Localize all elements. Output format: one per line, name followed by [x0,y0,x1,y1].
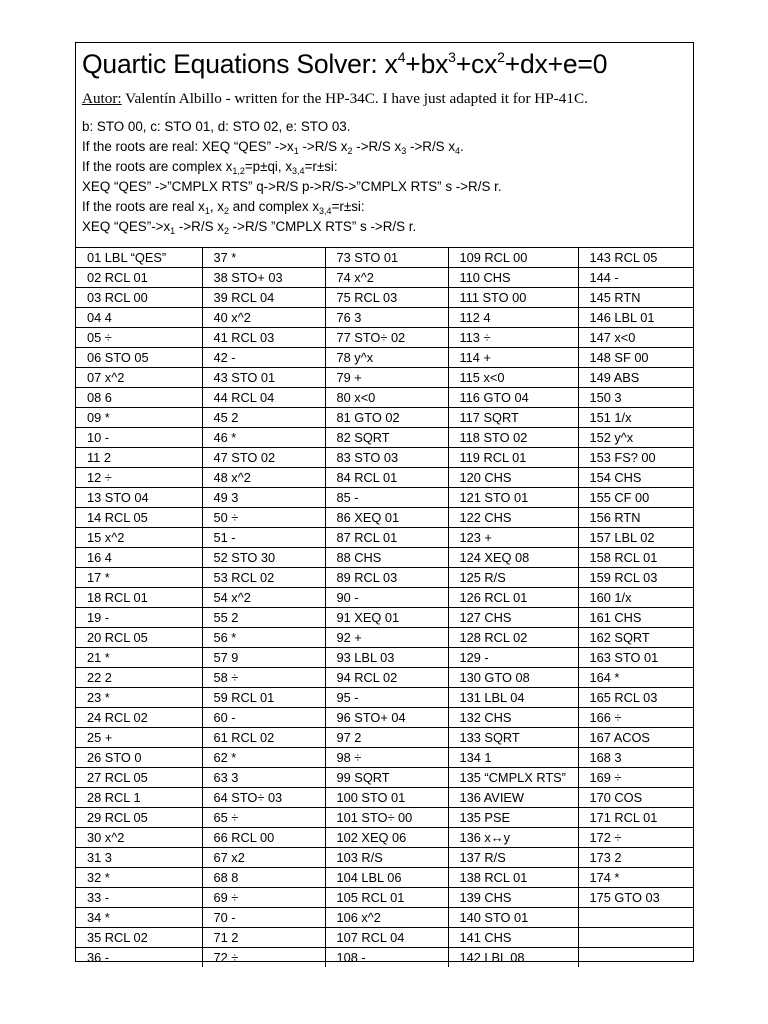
program-step-cell: 47 STO 02 [202,448,325,468]
program-step-cell: 106 x^2 [325,908,448,928]
program-step-cell: 166 ÷ [578,708,693,728]
title-text: +bx [405,49,449,79]
program-step-cell: 09 * [76,408,202,428]
instruction-line [82,137,464,158]
table-row [76,328,693,348]
program-step-cell: 50 ÷ [202,508,325,528]
table-row [76,428,693,448]
program-step-cell: 71 2 [202,928,325,948]
program-step-cell: 27 RCL 05 [76,768,202,788]
exponent: 3 [448,49,456,65]
program-step-cell: 139 CHS [448,888,578,908]
subscript: 2 [347,146,353,156]
program-step-cell: 164 * [578,668,693,688]
table-row [76,748,693,768]
instruction-text: XEQ “QES”->x [82,219,171,234]
program-step-cell: 19 - [76,608,202,628]
table-row [76,528,693,548]
subscript: 2 [223,226,229,236]
program-step-cell: 171 RCL 01 [578,808,693,828]
instruction-text: If the roots are real: XEQ “QES” ->x [82,139,294,154]
exponent: 4 [397,49,406,65]
instruction-text: ->R/S x [175,219,224,234]
program-step-cell: 172 ÷ [578,828,693,848]
program-step-cell: 119 RCL 01 [448,448,578,468]
program-step-cell: 38 STO+ 03 [202,268,325,288]
program-step-cell: 113 ÷ [448,328,578,348]
program-step-cell: 147 x<0 [578,328,693,348]
program-step-cell: 144 - [578,268,693,288]
program-step-cell: 51 - [202,528,325,548]
instruction-text: =p±qi, x [244,159,293,174]
program-step-cell: 122 CHS [448,508,578,528]
program-step-cell: 120 CHS [448,468,578,488]
document-header [76,43,693,247]
program-step-cell: 134 1 [448,748,578,768]
program-step-cell [578,928,693,948]
table-row [76,668,693,688]
program-step-cell: 76 3 [325,308,448,328]
program-step-cell: 62 * [202,748,325,768]
program-step-cell: 49 3 [202,488,325,508]
program-step-cell: 105 RCL 01 [325,888,448,908]
program-step-cell: 84 RCL 01 [325,468,448,488]
instruction-text: If the roots are real x [82,199,205,214]
program-step-cell: 20 RCL 05 [76,628,202,648]
program-step-cell: 65 ÷ [202,808,325,828]
program-step-cell: 175 GTO 03 [578,888,693,908]
program-step-cell: 111 STO 00 [448,288,578,308]
page-title [82,47,607,85]
instruction-line [82,197,365,218]
program-step-cell: 154 CHS [578,468,693,488]
program-step-cell: 46 * [202,428,325,448]
table-row [76,868,693,888]
program-step-cell: 80 x<0 [325,388,448,408]
program-step-cell: 14 RCL 05 [76,508,202,528]
program-step-cell: 133 SQRT [448,728,578,748]
program-step-cell: 52 STO 30 [202,548,325,568]
program-step-cell: 143 RCL 05 [578,248,693,268]
program-step-cell: 21 * [76,648,202,668]
table-row [76,468,693,488]
program-step-cell: 151 1/x [578,408,693,428]
program-step-cell: 126 RCL 01 [448,588,578,608]
program-step-cell: 57 9 [202,648,325,668]
program-step-cell: 18 RCL 01 [76,588,202,608]
table-row [76,688,693,708]
program-step-cell: 145 RTN [578,288,693,308]
instruction-text: =r±si: [331,199,365,214]
program-step-cell: 124 XEQ 08 [448,548,578,568]
program-step-cell: 129 - [448,648,578,668]
program-step-cell: 90 - [325,588,448,608]
program-step-cell: 117 SQRT [448,408,578,428]
program-step-cell: 91 XEQ 01 [325,608,448,628]
program-step-cell: 167 ACOS [578,728,693,748]
program-step-cell: 22 2 [76,668,202,688]
program-step-cell: 43 STO 01 [202,368,325,388]
program-step-cell: 138 RCL 01 [448,868,578,888]
program-step-cell: 88 CHS [325,548,448,568]
program-step-cell: 135 PSE [448,808,578,828]
program-step-cell: 75 RCL 03 [325,288,448,308]
program-step-cell: 132 CHS [448,708,578,728]
table-row [76,708,693,728]
program-step-cell [578,948,693,968]
program-step-cell: 36 - [76,948,202,968]
program-step-cell: 107 RCL 04 [325,928,448,948]
table-row [76,508,693,528]
program-step-cell: 158 RCL 01 [578,548,693,568]
program-step-cell: 127 CHS [448,608,578,628]
program-step-cell: 42 - [202,348,325,368]
program-step-cell: 01 LBL “QES” [76,248,202,268]
program-step-cell: 155 CF 00 [578,488,693,508]
program-step-cell: 66 RCL 00 [202,828,325,848]
program-step-cell: 69 ÷ [202,888,325,908]
program-step-cell: 140 STO 01 [448,908,578,928]
program-step-cell: 165 RCL 03 [578,688,693,708]
subscript: 1,2 [232,166,245,176]
subscript: 2 [223,206,229,216]
program-step-cell: 72 ÷ [202,948,325,968]
program-step-cell: 08 6 [76,388,202,408]
program-step-cell: 24 RCL 02 [76,708,202,728]
table-row [76,288,693,308]
program-step-cell: 03 RCL 00 [76,288,202,308]
table-row [76,348,693,368]
program-step-cell: 103 R/S [325,848,448,868]
program-step-cell: 146 LBL 01 [578,308,693,328]
program-step-cell: 115 x<0 [448,368,578,388]
program-step-cell: 26 STO 0 [76,748,202,768]
program-step-cell: 123 + [448,528,578,548]
program-step-cell: 73 STO 01 [325,248,448,268]
table-row [76,448,693,468]
program-step-cell: 93 LBL 03 [325,648,448,668]
table-row [76,608,693,628]
program-step-cell: 114 + [448,348,578,368]
program-step-cell: 58 ÷ [202,668,325,688]
program-step-cell: 152 y^x [578,428,693,448]
program-step-cell [578,908,693,928]
table-row [76,848,693,868]
subscript: 1 [204,206,210,216]
program-step-cell: 160 1/x [578,588,693,608]
table-row [76,768,693,788]
instruction-text: and complex x [228,199,320,214]
program-step-cell: 97 2 [325,728,448,748]
program-step-cell: 96 STO+ 04 [325,708,448,728]
program-step-cell: 128 RCL 02 [448,628,578,648]
program-step-cell: 141 CHS [448,928,578,948]
program-step-cell: 45 2 [202,408,325,428]
program-step-cell: 54 x^2 [202,588,325,608]
table-row [76,728,693,748]
table-row [76,908,693,928]
program-step-cell: 153 FS? 00 [578,448,693,468]
program-step-cell: 23 * [76,688,202,708]
table-row [76,268,693,288]
program-step-cell: 15 x^2 [76,528,202,548]
program-step-cell: 05 ÷ [76,328,202,348]
program-step-cell: 108 - [325,948,448,968]
instruction-line [82,217,416,238]
table-row [76,888,693,908]
program-step-cell: 40 x^2 [202,308,325,328]
program-step-cell: 148 SF 00 [578,348,693,368]
program-step-cell: 142 LBL 08 [448,948,578,968]
program-step-cell: 41 RCL 03 [202,328,325,348]
program-step-cell: 125 R/S [448,568,578,588]
program-step-cell: 63 3 [202,768,325,788]
table-row [76,488,693,508]
program-step-cell: 163 STO 01 [578,648,693,668]
program-step-cell: 78 y^x [325,348,448,368]
program-step-cell: 130 GTO 08 [448,668,578,688]
program-step-cell: 25 + [76,728,202,748]
program-step-cell: 06 STO 05 [76,348,202,368]
table-row [76,788,693,808]
program-step-cell: 48 x^2 [202,468,325,488]
author-line [82,89,588,109]
instruction-line [82,157,338,178]
instruction-text: ->R/S x [406,139,456,154]
program-step-cell: 173 2 [578,848,693,868]
program-step-cell: 116 GTO 04 [448,388,578,408]
table-row [76,308,693,328]
table-row [76,568,693,588]
program-step-cell: 94 RCL 02 [325,668,448,688]
program-step-cell: 12 ÷ [76,468,202,488]
program-step-cell: 83 STO 03 [325,448,448,468]
program-step-cell: 35 RCL 02 [76,928,202,948]
program-step-cell: 89 RCL 03 [325,568,448,588]
table-row [76,368,693,388]
program-step-cell: 92 + [325,628,448,648]
program-listing-table [76,247,693,967]
program-step-cell: 33 - [76,888,202,908]
program-step-cell: 150 3 [578,388,693,408]
program-step-cell: 135 “CMPLX RTS” [448,768,578,788]
program-step-cell: 136 x↔y [448,828,578,848]
program-step-cell: 07 x^2 [76,368,202,388]
exponent: 2 [497,49,505,65]
instruction-text: =r±si: [304,159,338,174]
instruction-text: . [460,139,464,154]
title-text: +dx+e=0 [504,49,608,79]
program-step-cell: 11 2 [76,448,202,468]
program-step-cell: 29 RCL 05 [76,808,202,828]
instruction-line [82,177,502,197]
program-step-cell: 118 STO 02 [448,428,578,448]
program-step-cell: 87 RCL 01 [325,528,448,548]
program-step-cell: 10 - [76,428,202,448]
program-step-cell: 56 * [202,628,325,648]
program-step-cell: 162 SQRT [578,628,693,648]
program-step-cell: 79 + [325,368,448,388]
program-step-cell: 37 * [202,248,325,268]
table-row [76,248,693,268]
program-step-cell: 131 LBL 04 [448,688,578,708]
program-step-cell: 17 * [76,568,202,588]
program-step-cell: 112 4 [448,308,578,328]
program-step-cell: 95 - [325,688,448,708]
table-row [76,808,693,828]
table-row [76,948,693,968]
instruction-text: b: STO 00, c: STO 01, d: STO 02, e: STO 03. [82,119,351,134]
program-step-cell: 44 RCL 04 [202,388,325,408]
table-row [76,628,693,648]
table-row [76,928,693,948]
program-step-cell: 136 AVIEW [448,788,578,808]
subscript: 3,4 [292,166,305,176]
program-step-cell: 101 STO÷ 00 [325,808,448,828]
instruction-text: ->R/S x [298,139,348,154]
program-step-cell: 55 2 [202,608,325,628]
table-row [76,588,693,608]
instruction-text: ->R/S x [352,139,402,154]
subscript: 3,4 [319,206,332,216]
table-row [76,408,693,428]
program-step-cell: 137 R/S [448,848,578,868]
program-step-cell: 157 LBL 02 [578,528,693,548]
program-step-cell: 67 x2 [202,848,325,868]
program-step-cell: 98 ÷ [325,748,448,768]
table-row [76,548,693,568]
program-step-cell: 110 CHS [448,268,578,288]
program-step-cell: 85 - [325,488,448,508]
program-step-cell: 86 XEQ 01 [325,508,448,528]
program-step-cell: 30 x^2 [76,828,202,848]
author-label: Autor: [82,90,122,107]
program-step-cell: 16 4 [76,548,202,568]
program-step-cell: 77 STO÷ 02 [325,328,448,348]
program-step-cell: 70 - [202,908,325,928]
program-step-cell: 68 8 [202,868,325,888]
subscript: 4 [455,146,461,156]
program-step-cell: 121 STO 01 [448,488,578,508]
program-step-cell: 159 RCL 03 [578,568,693,588]
program-step-cell: 109 RCL 00 [448,248,578,268]
instruction-text: XEQ “QES” ->”CMPLX RTS” q->R/S p->R/S->”CMPLX RTS” s ->R/S r. [82,179,502,194]
program-step-cell: 161 CHS [578,608,693,628]
program-step-cell: 61 RCL 02 [202,728,325,748]
document-page [75,42,694,966]
program-step-cell: 64 STO÷ 03 [202,788,325,808]
program-step-cell: 02 RCL 01 [76,268,202,288]
program-step-cell: 100 STO 01 [325,788,448,808]
program-step-cell: 174 * [578,868,693,888]
program-step-cell: 99 SQRT [325,768,448,788]
program-step-cell: 82 SQRT [325,428,448,448]
program-step-cell: 60 - [202,708,325,728]
program-step-cell: 104 LBL 06 [325,868,448,888]
program-step-cell: 168 3 [578,748,693,768]
program-step-cell: 59 RCL 01 [202,688,325,708]
program-step-cell: 32 * [76,868,202,888]
program-step-cell: 170 COS [578,788,693,808]
table-row [76,388,693,408]
program-step-cell: 53 RCL 02 [202,568,325,588]
program-step-cell: 31 3 [76,848,202,868]
program-step-cell: 169 ÷ [578,768,693,788]
subscript: 3 [401,146,407,156]
instruction-text: ->R/S ”CMPLX RTS” s ->R/S r. [228,219,417,234]
program-step-cell: 149 ABS [578,368,693,388]
program-step-cell: 28 RCL 1 [76,788,202,808]
title-text: Quartic Equations Solver: x [82,49,398,79]
subscript: 1 [170,226,176,236]
author-text: Valentín Albillo - written for the HP-34C. I have just adapted it for HP-41C. [121,90,588,107]
instruction-text: , x [209,199,224,214]
program-step-cell: 156 RTN [578,508,693,528]
table-row [76,828,693,848]
subscript: 1 [293,146,299,156]
table-row [76,648,693,668]
program-step-cell: 81 GTO 02 [325,408,448,428]
program-step-cell: 13 STO 04 [76,488,202,508]
program-step-cell: 39 RCL 04 [202,288,325,308]
program-step-cell: 74 x^2 [325,268,448,288]
program-step-cell: 04 4 [76,308,202,328]
program-listing-body [76,248,693,968]
program-step-cell: 102 XEQ 06 [325,828,448,848]
instruction-text: If the roots are complex x [82,159,233,174]
program-step-cell: 34 * [76,908,202,928]
instruction-line [82,117,350,137]
title-text: +cx [455,49,498,79]
